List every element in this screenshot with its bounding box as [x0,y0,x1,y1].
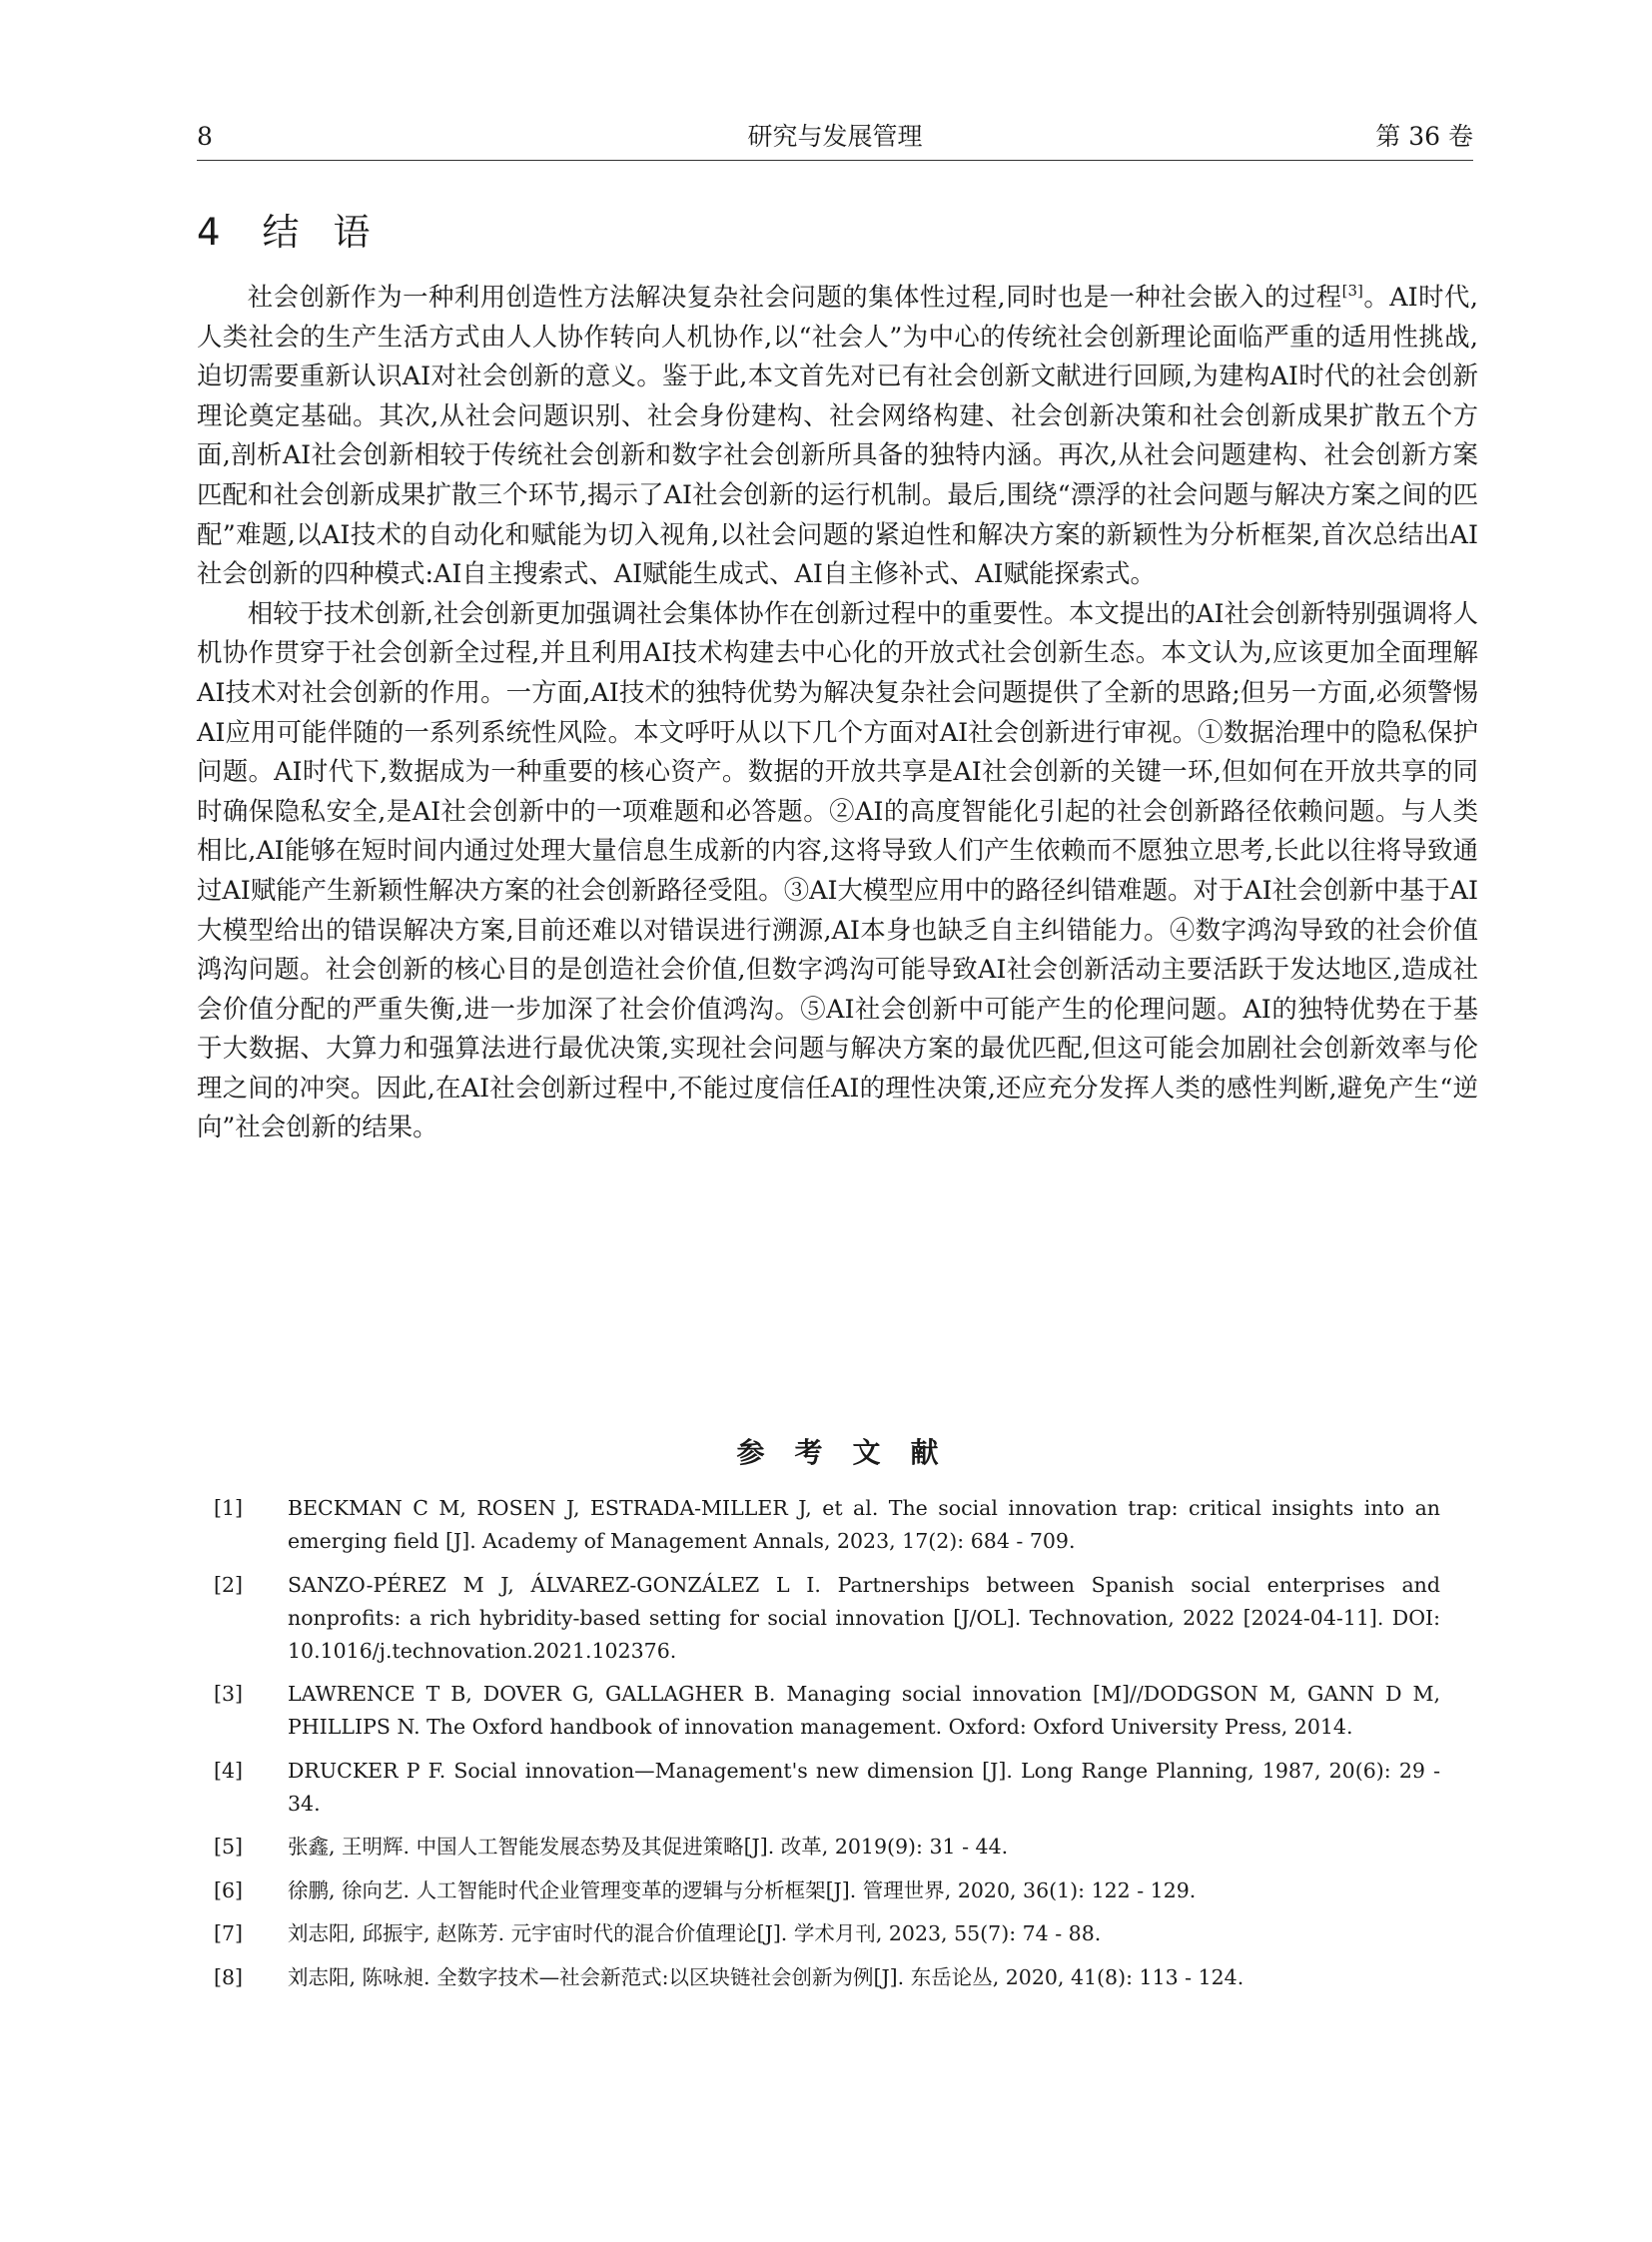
reference-text: BECKMAN C M, ROSEN J, ESTRADA-MILLER J, et al. The social innovation trap: critical insights into an emerging field [J]. Academy of Management Annals, 2023, 17(2): 684 - 709. [288,1496,1440,1553]
paragraph [197,278,1478,594]
section-title: 结语 [262,211,405,254]
reference-text: DRUCKER P F. Social innovation—Management's new dimension [J]. Long Range Planning, 1987, 20(6): 29 - 34. [288,1758,1440,1816]
reference-number: [2] [214,1572,244,1597]
reference-number: [1] [214,1496,244,1520]
page-number: 8 [197,122,213,151]
reference-number: [8] [214,1964,244,1989]
journal-name: 研究与发展管理 [747,122,923,151]
reference-text: 徐鹏, 徐向艺. 人工智能时代企业管理变革的逻辑与分析框架[J]. 管理世界, 2020, 36(1): 122 - 129. [288,1877,1197,1902]
reference-text: 张鑫, 王明辉. 中国人工智能发展态势及其促进策略[J]. 改革, 2019(9): 31 - 44. [288,1835,1009,1859]
reference-number: [5] [214,1835,244,1859]
reference-item [214,1917,1440,1950]
reference-item [214,1678,1440,1744]
reference-item [214,1874,1440,1907]
reference-item [214,1961,1440,1994]
reference-item [214,1831,1440,1864]
reference-item [214,1569,1440,1668]
section-heading [197,210,405,256]
references-heading: 参考文献 [736,1436,969,1469]
reference-item [214,1755,1440,1821]
reference-number: [7] [214,1921,244,1945]
reference-text: SANZO-PÉREZ M J, ÁLVAREZ-GONZÁLEZ L I. Partnerships between Spanish social enterprises and nonprofits: a rich hybridity-based setting for social innovation [J/OL]. Technovation, 2022 [2024-04-11]. DOI: 10.1016/j.technovation.2021.102376. [288,1572,1440,1663]
running-header [197,118,1473,161]
reference-number: [4] [214,1758,244,1783]
body-text [197,278,1478,1147]
paragraph: 相较于技术创新,社会创新更加强调社会集体协作在创新过程中的重要性。本文提出的AI社会创新特别强调将人机协作贯穿于社会创新全过程,并且利用AI技术构建去中心化的开放式社会创新生态。本文认为,应该更加全面理解AI技术对社会创新的作用。一方面,AI技术的独特优势为解决复杂社会问题提供了全新的思路;但另一方面,必须警惕AI应用可能伴随的一系列系统性风险。本文呼吁从以下几个方面对AI社会创新进行审视。①数据治理中的隐私保护问题。AI时代下,数据成为一种重要的核心资产。数据的开放共享是AI社会创新的关键一环,但如何在开放共享的同时确保隐私安全,是AI社会创新中的一项难题和必答题。②AI的高度智能化引起的社会创新路径依赖问题。与人类相比,AI能够在短时间内通过处理大量信息生成新的内容,这将导致人们产生依赖而不愿独立思考,长此以往将导致通过AI赋能产生新颖性解决方案的社会创新路径受阻。③AI大模型应用中的路径纠错难题。对于AI社会创新中基于AI大模型给出的错误解决方案,目前还难以对错误进行溯源,AI本身也缺乏自主纠错能力。④数字鸿沟导致的社会价值鸿沟问题。社会创新的核心目的是创造社会价值,但数字鸿沟可能导致AI社会创新活动主要活跃于发达地区,造成社会价值分配的严重失衡,进一步加深了社会价值鸿沟。⑤AI社会创新中可能产生的伦理问题。AI的独特优势在于基于大数据、大算力和强算法进行最优决策,实现社会问题与解决方案的最优匹配,但这可能会加剧社会创新效率与伦理之间的冲突。因此,在AI社会创新过程中,不能过度信任AI的理性决策,还应充分发挥人类的感性判断,避免产生“逆向”社会创新的结果。 [197,597,1478,1142]
reference-text: LAWRENCE T B, DOVER G, GALLAGHER B. Managing social innovation [M]//DODGSON M, GANN D M, PHILLIPS N. The Oxford handbook of innovation management. Oxford: Oxford University Press, 2014. [288,1682,1440,1739]
section-number: 4 [197,211,223,254]
reference-number: [6] [214,1877,244,1902]
paragraph-text: 。AI时代,人类社会的生产生活方式由人人协作转向人机协作,以“社会人”为中心的传统社会创新理论面临严重的适用性挑战,迫切需要重新认识AI对社会创新的意义。鉴于此,本文首先对已有社会创新文献进行回顾,为建构AI时代的社会创新理论奠定基础。其次,从社会问题识别、社会身份建构、社会网络构建、社会创新决策和社会创新成果扩散五个方面,剖析AI社会创新相较于传统社会创新和数字社会创新所具备的独特内涵。再次,从社会问题建构、社会创新方案匹配和社会创新成果扩散三个环节,揭示了AI社会创新的运行机制。最后,围绕“漂浮的社会问题与解决方案之间的匹配”难题,以AI技术的自动化和赋能为切入视角,以社会问题的紧迫性和解决方案的新颖性为分析框架,首次总结出AI社会创新的四种模式:AI自主搜索式、AI赋能生成式、AI自主修补式、AI赋能探索式。 [197,282,1479,589]
reference-list [214,1492,1440,2004]
reference-text: 刘志阳, 陈咏昶. 全数字技术—社会新范式:以区块链社会创新为例[J]. 东岳论丛, 2020, 41(8): 113 - 124. [288,1964,1244,1989]
reference-number: [3] [214,1682,244,1706]
reference-item [214,1492,1440,1558]
reference-text: 刘志阳, 邱振宇, 赵陈芳. 元宇宙时代的混合价值理论[J]. 学术月刊, 2023, 55(7): 74 - 88. [288,1921,1102,1945]
citation-marker: [3] [1341,282,1363,300]
paragraph-text: 社会创新作为一种利用创造性方法解决复杂社会问题的集体性过程,同时也是一种社会嵌入的过程 [247,282,1342,312]
volume-label: 第 36 卷 [1375,122,1473,151]
